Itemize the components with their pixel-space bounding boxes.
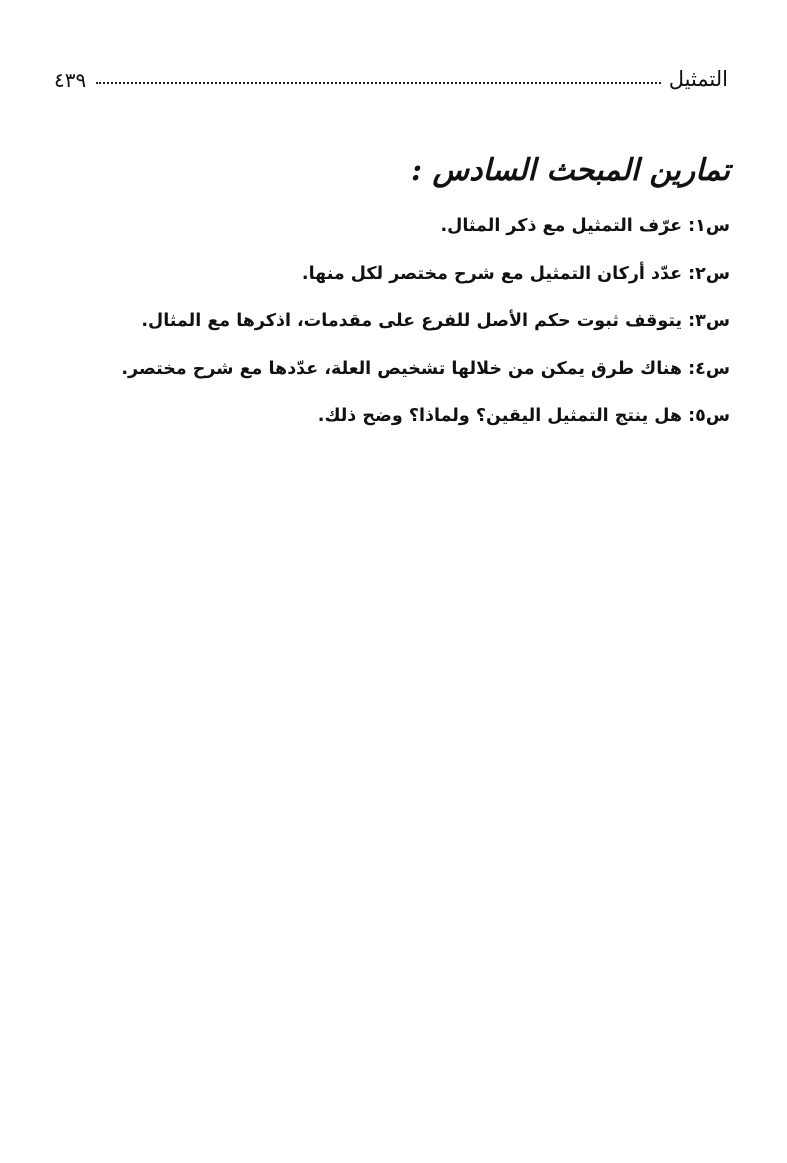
page-number: ٤٣٩ (54, 68, 87, 92)
question-list (90, 214, 730, 429)
header-dotted-leader (96, 82, 660, 84)
running-header (54, 50, 728, 90)
question-item: س٢: عدّد أركان التمثيل مع شرح مختصر لكل منها. (301, 263, 730, 284)
question-item: س٥: هل ينتج التمثيل اليقين؟ ولماذا؟ وضح ذلك. (317, 406, 730, 426)
question-item: س٣: يتوقف ثبوت حكم الأصل للفرع على مقدمات، اذكرها مع المثال. (141, 311, 730, 331)
question-item: س٤: هناك طرق يمكن من خلالها تشخيص العلة، عدّدها مع شرح مختصر. (121, 358, 730, 379)
question-item: س١: عرّف التمثيل مع ذكر المثال. (440, 216, 730, 236)
page-content (90, 150, 730, 452)
header-title: التمثيل (668, 67, 728, 91)
section-title: تمارين المبحث السادس : (411, 153, 730, 188)
